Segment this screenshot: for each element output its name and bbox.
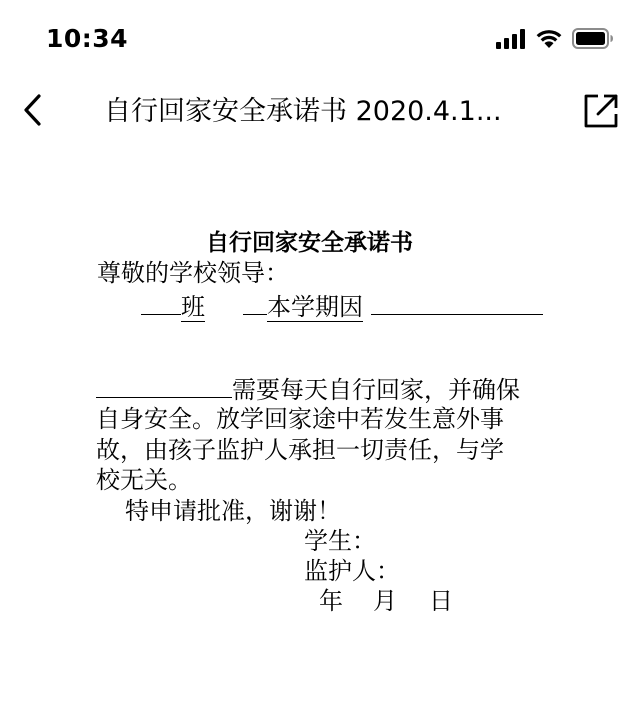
reason-blank [371, 290, 543, 315]
body-line-1 [96, 373, 520, 405]
student-signature-label: 学生： [304, 527, 376, 555]
month-label: 月 [373, 587, 397, 615]
body-line-3: 故，由孩子监护人承担一切责任，与学 [96, 436, 504, 464]
year-label: 年 [319, 587, 343, 615]
salutation: 尊敬的学校领导： [97, 259, 289, 287]
date-line [319, 586, 453, 616]
semester-text: 本学期因 [267, 293, 363, 321]
class-blank [141, 290, 181, 315]
name-blank [96, 373, 232, 398]
document-title: 自行回家安全承诺书 [206, 230, 413, 256]
body-line-1-text: 需要每天自行回家，并确保 [232, 376, 520, 404]
nav-title: 自行回家安全承诺书 2020.4.1... [104, 96, 502, 127]
body-line-4: 校无关。 [96, 466, 192, 494]
guardian-signature-label: 监护人： [304, 557, 400, 585]
semester-blank [243, 290, 267, 315]
class-semester-line [141, 290, 543, 322]
body-line-2: 自身安全。放学回家途中若发生意外事 [96, 405, 504, 433]
request-line: 特申请批准，谢谢！ [125, 497, 341, 525]
day-label: 日 [429, 587, 453, 615]
status-time: 10:34 [46, 24, 129, 53]
class-label: 班 [181, 293, 205, 321]
